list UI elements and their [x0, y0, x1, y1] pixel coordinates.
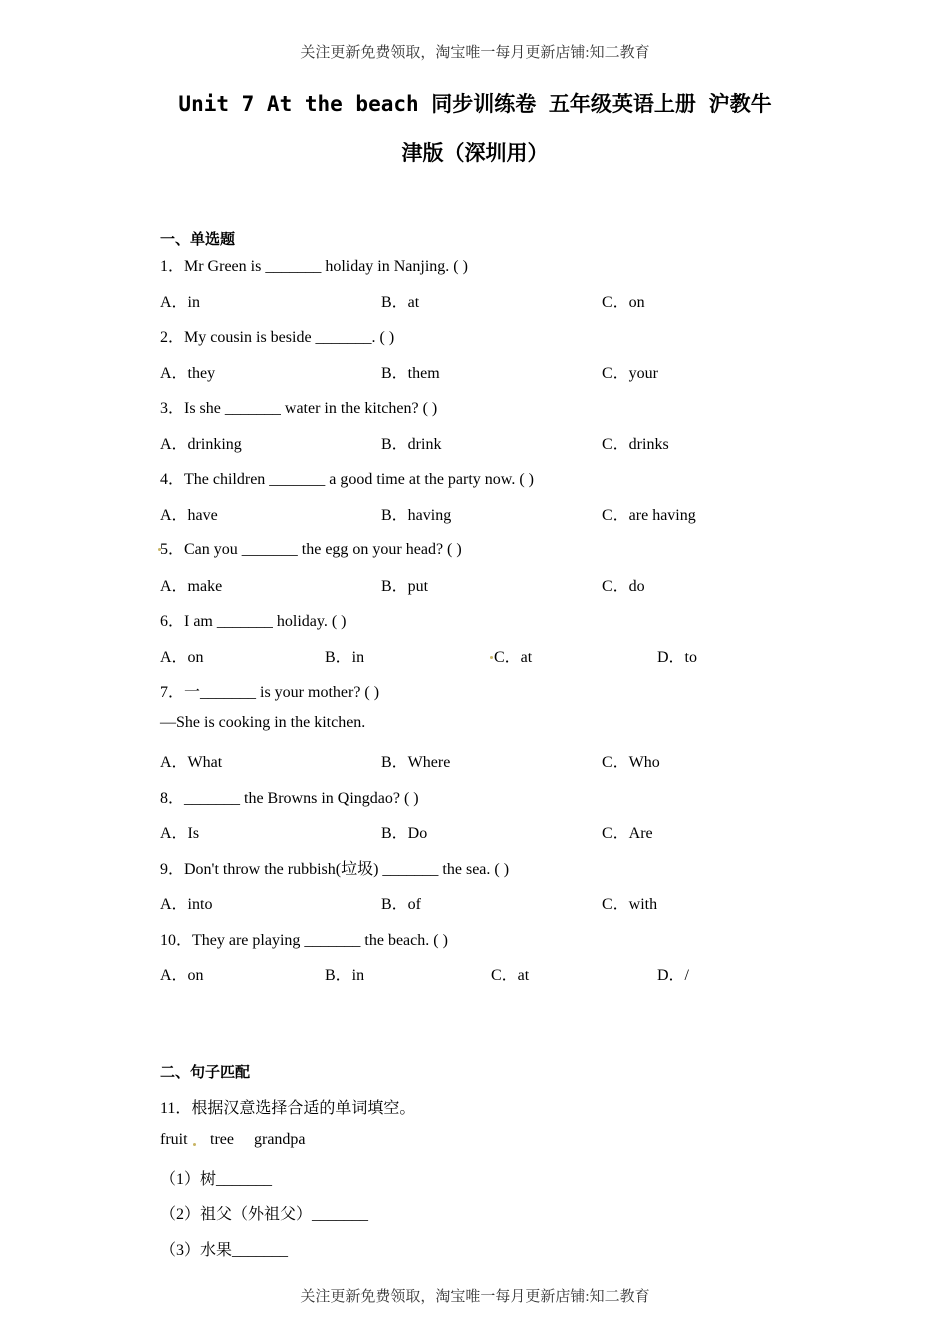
question-3: 3．Is she _______ water in the kitchen? ( ): [160, 400, 438, 417]
question-11-item-1: （1）树_______: [160, 1171, 273, 1188]
question-1: 1．Mr Green is _______ holiday in Nanjing. ( ): [160, 258, 468, 275]
word-bank-item: tree: [210, 1131, 234, 1148]
question-3-option-a: A．drinking: [160, 436, 242, 453]
question-5-option-c: C．do: [602, 578, 645, 595]
question-9-option-b: B．of: [381, 896, 422, 913]
question-7-option-c: C．Who: [602, 754, 660, 771]
question-6-option-b: B．in: [325, 649, 365, 666]
question-10-option-c: C．at: [491, 967, 530, 984]
question-9: 9．Don't throw the rubbish(垃圾) _______ the sea. ( ): [160, 861, 510, 878]
question-9-option-a: A．into: [160, 896, 213, 913]
page-title-line-2: 津版（深圳用）: [401, 141, 549, 165]
section-heading-sentence-matching: 二、句子匹配: [160, 1063, 251, 1081]
page-footer: 关注更新免费领取，淘宝唯一每月更新店铺:知二教育: [300, 1289, 650, 1305]
question-8: 8．_______ the Browns in Qingdao? ( ): [160, 790, 419, 807]
question-10: 10．They are playing _______ the beach. ( ): [160, 932, 448, 949]
question-6-option-c: C．at: [494, 649, 533, 666]
question-11-item-3: （3）水果_______: [160, 1242, 289, 1259]
question-4-option-c: C．are having: [602, 507, 696, 524]
question-3-option-c: C．drinks: [602, 436, 669, 453]
question-6-option-d: D．to: [657, 649, 698, 666]
question-8-option-c: C．Are: [602, 825, 653, 842]
question-10-option-b: B．in: [325, 967, 365, 984]
question-4-option-b: B．having: [381, 507, 452, 524]
question-1-option-c: C．on: [602, 294, 645, 311]
question-5-option-a: A．make: [160, 578, 223, 595]
question-2-option-b: B．them: [381, 365, 440, 382]
question-11: 11．根据汉意选择合适的单词填空。: [160, 1100, 416, 1117]
question-11-item-2: （2）祖父（外祖父）_______: [160, 1206, 369, 1223]
question-7: 7．一_______ is your mother? ( ): [160, 684, 380, 701]
question-8-option-b: B．Do: [381, 825, 428, 842]
question-3-option-b: B．drink: [381, 436, 442, 453]
question-4-option-a: A．have: [160, 507, 218, 524]
question-9-option-c: C．with: [602, 896, 658, 913]
question-7-option-b: B．Where: [381, 754, 451, 771]
question-6-option-a: A．on: [160, 649, 204, 666]
question-5: 5．Can you _______ the egg on your head? ( ): [160, 541, 462, 558]
question-1-option-b: B．at: [381, 294, 420, 311]
page-title-line-1: Unit 7 At the beach 同步训练卷 五年级英语上册 沪教牛: [178, 92, 772, 116]
question-4: 4．The children _______ a good time at the party now. ( ): [160, 471, 534, 488]
word-bank-item: fruit: [160, 1131, 188, 1148]
page-header: 关注更新免费领取，淘宝唯一每月更新店铺:知二教育: [300, 45, 650, 61]
question-7-answer-line: —She is cooking in the kitchen.: [160, 714, 366, 731]
question-1-option-a: A．in: [160, 294, 201, 311]
decorative-dot: [490, 656, 493, 659]
question-5-option-b: B．put: [381, 578, 429, 595]
question-10-option-d: D．/: [657, 967, 690, 984]
word-bank-item: grandpa: [254, 1131, 306, 1148]
decorative-dot: [193, 1143, 196, 1146]
section-heading-single-choice: 一、单选题: [160, 230, 236, 248]
question-7-option-a: A．What: [160, 754, 223, 771]
question-2-option-c: C．your: [602, 365, 659, 382]
question-6: 6．I am _______ holiday. ( ): [160, 613, 347, 630]
question-2-option-a: A．they: [160, 365, 216, 382]
question-2: 2．My cousin is beside _______. ( ): [160, 329, 395, 346]
question-10-option-a: A．on: [160, 967, 204, 984]
question-8-option-a: A．Is: [160, 825, 200, 842]
